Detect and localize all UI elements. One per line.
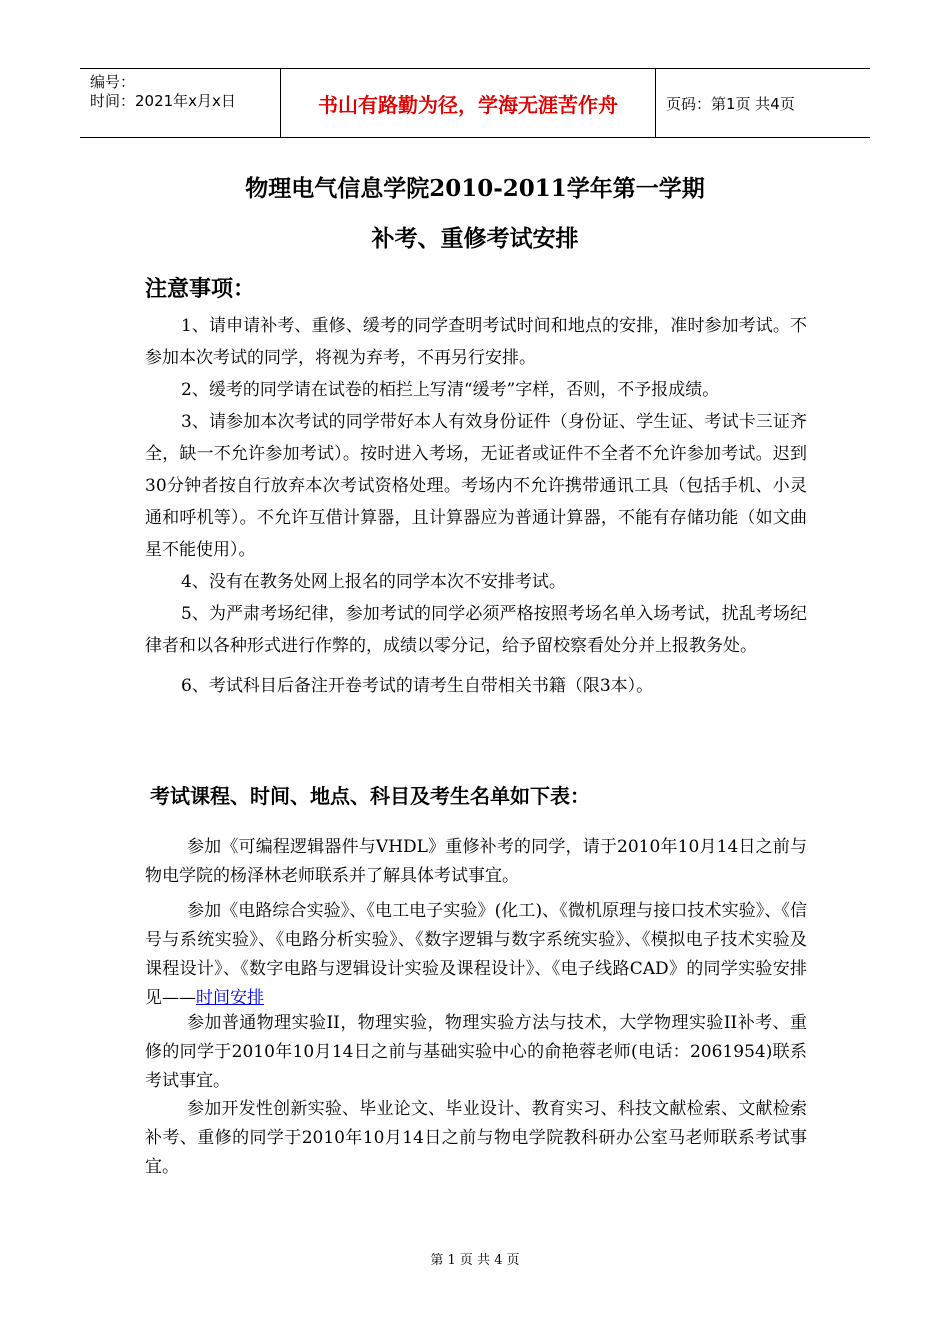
schedule-heading: 考试课程、时间、地点、科目及考生名单如下表： bbox=[150, 784, 590, 808]
schedule-para-2-text: 参加《电路综合实验》、《电工电子实验》(化工)、《微机原理与接口技术实验》、《信号与系统实验》、《电路分析实验》、《数字逻辑与数字系统实验》、《模拟电子技术实验及课程设计》、《数字电路与逻辑设计实验及课程设计》、《电子线路CAD》的同学实验安排见—— bbox=[145, 901, 807, 1008]
header-number: 编号： bbox=[90, 73, 136, 91]
notice-item-6: 6、考试科目后备注开卷考试的请考生自带相关书籍（限3本）。 bbox=[181, 676, 654, 696]
page-footer: 第 1 页 共 4 页 bbox=[430, 1253, 520, 1268]
header-motto: 书山有路勤为径，学海无涯苦作舟 bbox=[280, 69, 656, 137]
header-meta bbox=[80, 69, 280, 137]
header-time: 时间：2021年x月x日 bbox=[90, 92, 236, 110]
schedule-para-1: 参加《可编程逻辑器件与VHDL》重修补考的同学，请于2010年10月14日之前与物电学院的杨泽林老师联系并了解具体考试事宜。 bbox=[145, 837, 807, 886]
schedule-para-2 bbox=[145, 897, 807, 1013]
schedule-para-4: 参加开发性创新实验、毕业论文、毕业设计、教育实习、科技文献检索、文献检索补考、重修的同学于2010年10月14日之前与物电学院教科研办公室马老师联系考试事宜。 bbox=[145, 1099, 807, 1177]
notice-heading: 注意事项： bbox=[145, 276, 256, 302]
header-page: 页码：第1页 共4页 bbox=[666, 94, 795, 113]
notice-item-2: 2、缓考的同学请在试卷的栢拦上写清“缓考”字样，否则，不予报成绩。 bbox=[181, 380, 720, 400]
notice-item-3: 3、请参加本次考试的同学带好本人有效身份证件（身份证、学生证、考试卡三证齐全，缺一不允许参加考试）。按时进入考场，无证者或证件不全者不允许参加考试。迟到30分钟者按自行放弃本次考试资格处理。考场内不允许携带通讯工具（包括手机、小灵通和呼机等）。不允许互借计算器，且计算器应为普通计算器，不能有存储功能（如文曲星不能使用）。 bbox=[145, 412, 807, 560]
notice-item-4: 4、没有在教务处网上报名的同学本次不安排考试。 bbox=[181, 572, 566, 592]
notice-item-5: 5、为严肃考场纪律，参加考试的同学必须严格按照考场名单入场考试，扰乱考场纪律者和以各种形式进行作弊的，成绩以零分记，给予留校察看处分并上报教务处。 bbox=[145, 604, 807, 656]
page-header bbox=[80, 68, 870, 138]
time-schedule-link[interactable]: 时间安排 bbox=[196, 988, 264, 1008]
doc-title: 物理电气信息学院2010-2011学年第一学期 bbox=[245, 175, 705, 202]
doc-subtitle: 补考、重修考试安排 bbox=[371, 225, 579, 252]
schedule-para-3: 参加普通物理实验II，物理实验，物理实验方法与技术，大学物理实验II补考、重修的同学于2010年10月14日之前与基础实验中心的俞艳蓉老师(电话：2061954)联系考试事宜。 bbox=[145, 1013, 807, 1091]
notice-list bbox=[145, 310, 807, 702]
notice-item-1: 1、请申请补考、重修、缓考的同学查明考试时间和地点的安排，准时参加考试。不参加本次考试的同学，将视为弃考，不再另行安排。 bbox=[145, 316, 807, 368]
